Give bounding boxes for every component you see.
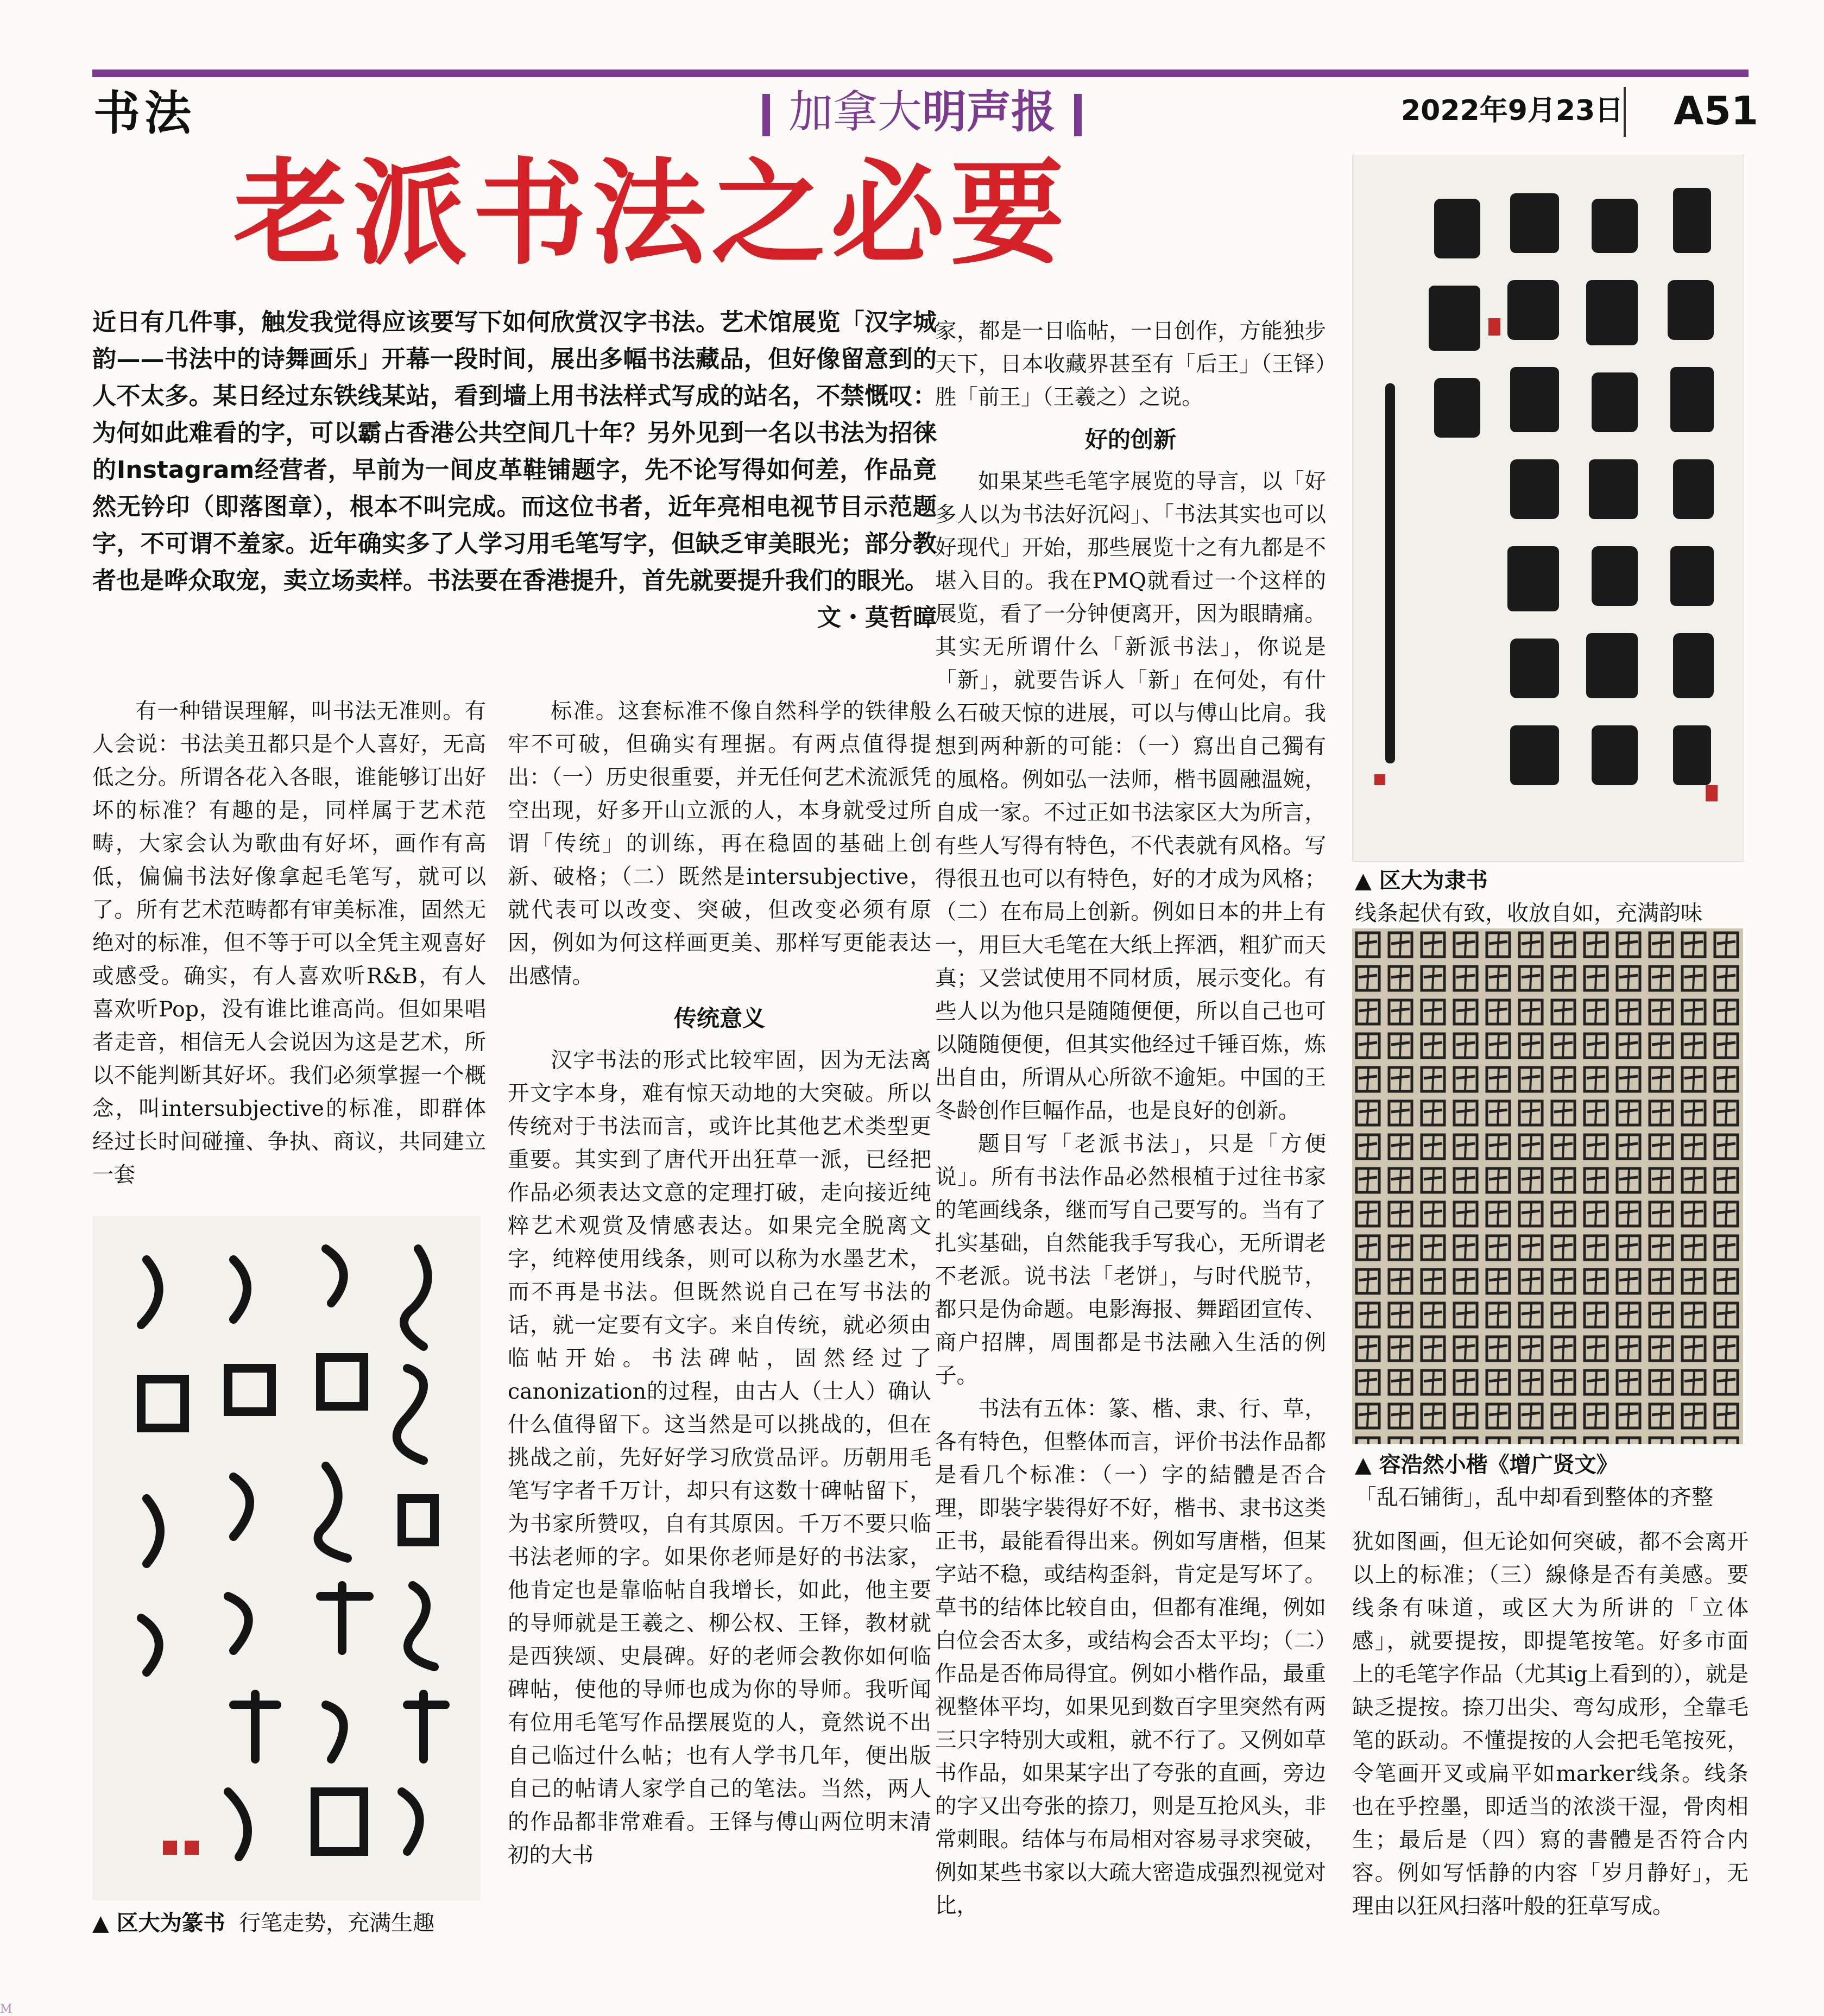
page-number: A51	[1674, 88, 1758, 134]
headline: 老派书法之必要	[233, 146, 1070, 280]
caption-clerical	[1355, 864, 1702, 930]
column-1	[92, 695, 486, 1192]
masthead-bar-right	[1074, 94, 1082, 136]
column-1-paragraph: 有一种错误理解，叫书法无准则。有人会说：书法美丑都只是个人喜好，无高低之分。所谓各花入各眼，谁能够订出好坏的标准？有趣的是，同样属于艺术范畴，大家会认为歌曲有好坏，画作有高低，偏偏书法好像拿起毛笔写，就可以了。所有艺术范畴都有审美标准，固然无绝对的标准，但不等于可以全凭主观喜好或感受。确实，有人喜欢听R&B，有人喜欢听Pop，没有谁比谁高尚。但如果唱者走音，相信无人会说因为这是艺术，所以不能判断其好坏。我们必须掌握一个概念，叫intersubjective的标准，即群体经过长时间碰撞、争执、商议，共同建立一套	[92, 699, 486, 1187]
column-2	[508, 695, 931, 1872]
column-3-paragraph-2: 题目写「老派书法」，只是「方便说」。所有书法作品必然根植于过往书家的笔画线条，继而写自己要写的。当有了扎实基础，自然能我手写我心，无所谓老不老派。说书法「老饼」，与时代脱节，都只是伪命题。电影海报、舞蹈团宣传、商户招牌，周围都是书法融入生活的例子。	[935, 1132, 1326, 1389]
lead-text: 近日有几件事，触发我觉得应该要写下如何欣赏汉字书法。艺术馆展览「汉字城韵——书法中的诗舞画乐」开幕一段时间，展出多幅书法藏品，但好像留意到的人不太多。某日经过东铁线某站，看到墙上用书法样式写成的站名，不禁慨叹：为何如此难看的字，可以霸占香港公共空间几十年？另外见到一名以书法为招徕的Instagram经营者，早前为一间皮革鞋铺题字，先不论写得如何差，作品竟然无钤印（即落图章），根本不叫完成。而这位书者，近年亮相电视节目示范题字，不可谓不羞家。近年确实多了人学习用毛笔写字，但缺乏审美眼光；部分教者也是哗众取宠，卖立场卖样。书法要在香港提升，首先就要提升我们的眼光。	[92, 308, 937, 595]
lead-paragraph	[92, 304, 937, 636]
column-3-paragraph-1: 如果某些毛笔字展览的导言，以「好多人以为书法好沉闷」、「书法其实也可以好现代」开始，那些展览十之有九都是不堪入目的。我在PMQ就看过一个这样的展览，看了一分钟便离开，因为眼睛痛。其实无所谓什么「新派书法」，你说是「新」，就要告诉人「新」在何处，有什么石破天惊的进展，可以与傅山比肩。我想到两种新的可能：（一）寫出自己獨有的風格。例如弘一法师，楷书圆融温婉，自成一家。不过正如书法家区大为所言，有些人写得有特色，不代表就有风格。写得很丑也可以有特色，好的才成为风格；（二）在布局上创新。例如日本的井上有一，用巨大毛笔在大纸上挥洒，粗犷而天真；又尝试使用不同材质，展示变化。有些人以为他只是随随便便，所以自己也可以随随便便，但其实他经过千锤百炼，炼出自由，所谓从心所欲不逾矩。中国的王冬龄创作巨幅作品，也是良好的创新。	[935, 469, 1326, 1124]
subheading-innovation: 好的创新	[1084, 426, 1176, 453]
section-label: 书法	[93, 86, 195, 141]
caption-seal-subtitle: 行笔走势，充满生趣	[239, 1911, 435, 1936]
column-2-paragraph-2: 汉字书法的形式比较牢固，因为无法离开文字本身，难有惊天动地的大突破。所以传统对于书法而言，或许比其他艺术类型更重要。其实到了唐代开出狂草一派，已经把作品必须表达文意的定理打破，走向接近纯粹艺术观赏及情感表达。如果完全脱离文字，纯粹使用线条，则可以称为水墨艺术，而不再是书法。但既然说自己在写书法的话，就一定要有文字。来自传统，就必须由临帖开始。书法碑帖，固然经过了canonization的过程，由古人（士人）确认什么值得留下。这当然是可以挑战的，但在挑战之前，先好好学习欣赏品评。历朝用毛笔写字者千万计，却只有这数十碑帖留下，为书家所赞叹，自有其原因。千万不要只临书法老师的字。如果你老师是好的书法家，他肯定也是靠临帖自我增长，如此，他主要的导师就是王羲之、柳公权、王铎，教材就是西狭颂、史晨碑。好的老师会教你如何临碑帖，使他的导师也成为你的导师。我听闻有位用毛笔写作品摆展览的人，竟然说不出自己临过什么帖；也有人学书几年，便出版自己的帖请人家学自己的笔法。当然，两人的作品都非常难看。王铎与傅山两位明末清初的大书	[508, 1048, 931, 1868]
header-divider	[1624, 87, 1626, 137]
calligraphy-seal-image	[92, 1216, 481, 1900]
caption-seal	[92, 1907, 434, 1939]
column-3-paragraph-3: 书法有五体：篆、楷、隶、行、草，各有特色，但整体而言，评价书法作品都是看几个标准：（一）字的結體是否合理，即裝字裝得好不好，楷书、隶书这类正书，最能看得出来。例如写唐楷，但某字站不稳，或结构歪斜，肯定是写坏了。草书的结体比较自由，但都有准绳，例如白位会否太多，或结构会否太平均；（二）作品是否佈局得宜。例如小楷作品，最重视整体平均，如果见到数百字里突然有两三只字特别大或粗，就不行了。又例如草书作品，如果某字出了夸张的直画，旁边的字又出夸张的捺刀，则是互抢风头，非常刺眼。结体与布局相对容易寻求突破，例如某些书家以大疏大密造成强烈视觉对比，	[935, 1396, 1326, 1919]
masthead-prefix: 加拿大	[788, 86, 923, 138]
masthead-name: 明声报	[922, 86, 1056, 138]
top-rule	[92, 69, 1749, 77]
byline: 文・莫哲暲	[817, 604, 937, 631]
caption-small-regular-subtitle: 「乱石铺街」，乱中却看到整体的齐整	[1355, 1485, 1713, 1510]
calligraphy-clerical-photo	[1352, 155, 1744, 862]
caption-seal-title: ▲ 区大为篆书	[92, 1911, 225, 1936]
column-4-paragraph: 犹如图画，但无论如何突破，都不会离开以上的标准；（三）線條是否有美感。要线条有味道，或区大为所讲的「立体感」，就要提按，即提笔按笔。好多市面上的毛笔字作品（尤其ig上看到的），就是缺乏提按。捺刀出尖、弯勾成形，全靠毛笔的跃动。不懂提按的人会把毛笔按死，令笔画开叉或扁平如marker线条。线条也在乎控墨，即适当的浓淡干湿，骨肉相生；最后是（四）寫的書體是否符合内容。例如写恬静的内容「岁月静好」，无理由以狂风扫落叶般的狂草写成。	[1352, 1530, 1749, 1919]
caption-small-regular-title: ▲ 容浩然小楷《增广贤文》	[1355, 1452, 1618, 1477]
subheading-tradition: 传统意义	[673, 1005, 765, 1032]
issue-date: 2022年9月23日	[1401, 94, 1624, 127]
calligraphy-seal-photo	[92, 1216, 481, 1900]
calligraphy-small-regular-photo	[1352, 928, 1743, 1444]
column-3	[935, 315, 1326, 1923]
caption-small-regular	[1355, 1449, 1713, 1514]
corner-mark: M	[0, 2002, 12, 2016]
masthead	[744, 86, 1100, 138]
column-4	[1352, 1526, 1749, 1923]
calligraphy-clerical-image	[1353, 155, 1744, 861]
masthead-bar-left	[762, 94, 770, 136]
caption-clerical-title: ▲ 区大为隶书	[1355, 868, 1488, 893]
caption-clerical-subtitle: 线条起伏有致，收放自如，充满韵味	[1355, 901, 1702, 926]
column-3-continuation: 家，都是一日临帖，一日创作，方能独步天下，日本收藏界甚至有「后王」（王铎）胜「前王」（王羲之）之说。	[935, 319, 1326, 410]
column-2-paragraph-1: 标准。这套标准不像自然科学的铁律般牢不可破，但确实有理据。有两点值得提出：（一）历史很重要，并无任何艺术流派凭空出现，好多开山立派的人，本身就受过所谓「传统」的训练，再在稳固的基础上创新、破格；（二）既然是intersubjective，就代表可以改变、突破，但改变必须有原因，例如为何这样画更美、那样写更能表达出感情。	[508, 699, 931, 989]
calligraphy-small-regular-image	[1352, 928, 1743, 1444]
